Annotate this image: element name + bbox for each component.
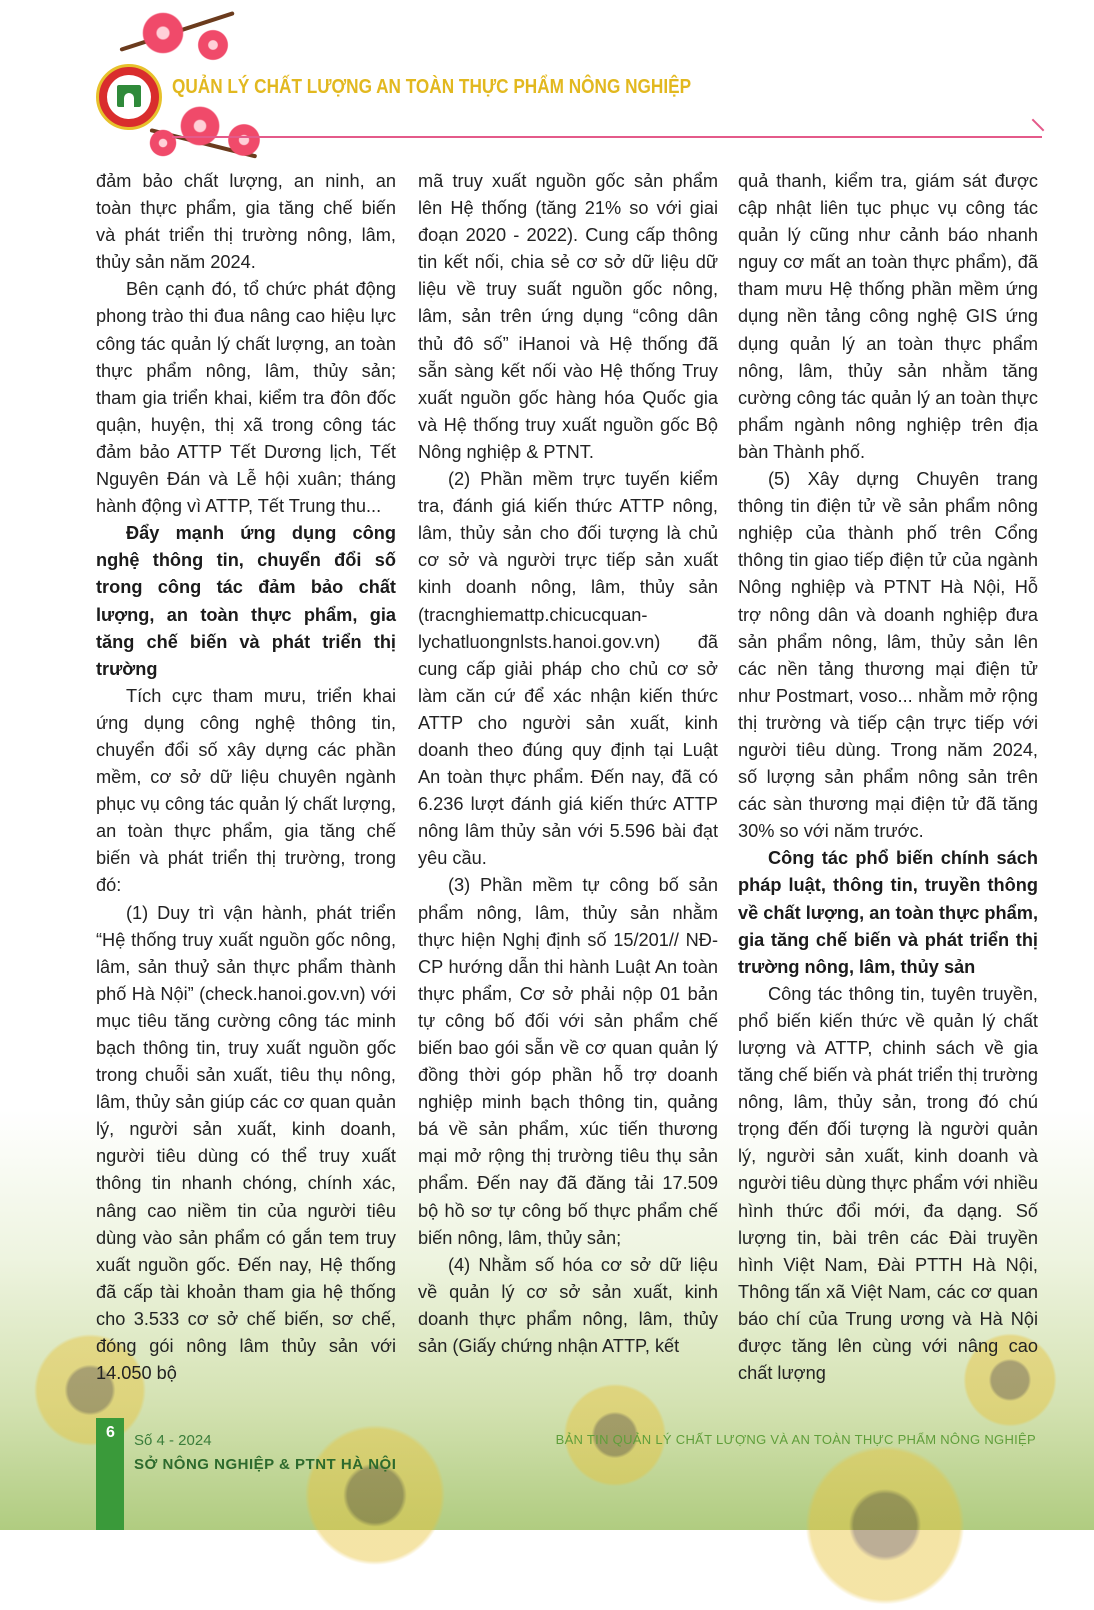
paragraph: mã truy xuất nguồn gốc sản phẩm lên Hệ thống (tăng 21% so với giai đoạn 2020 - 2022). Cung cấp thông tin kết nối, chia sẻ cơ sở dữ liệu dữ liệu về truy suất nguồn gốc nông, lâm, sản trên ứng dụng “công dân thủ đô số” iHanoi và Hệ thống đã sẵn sàng kết nối vào Hệ thống Truy xuất nguồn gốc hàng hóa Quốc gia và Hệ thống truy xuất nguồn gốc Bộ Nông nghiệp & PTNT. xyxy=(418,171,718,462)
page-header xyxy=(0,0,1094,160)
peach-blossom-icon xyxy=(148,128,178,158)
section-heading: Đẩy mạnh ứng dụng công nghệ thông tin, chuyển đổi số trong công tác đảm bảo chất lượng, an toàn thực phẩm, gia tăng chế biến và phát triển thị trường xyxy=(96,523,396,679)
header-divider-tick xyxy=(1032,119,1045,132)
department-name: SỞ NÔNG NGHIỆP & PTNT HÀ NỘI xyxy=(134,1456,397,1473)
bulletin-name: BẢN TIN QUẢN LÝ CHẤT LƯỢNG VÀ AN TOÀN THỰC PHẨM NÔNG NGHIỆP xyxy=(555,1432,1036,1447)
peach-blossom-icon xyxy=(196,28,230,62)
article-column-3 xyxy=(738,168,1038,1387)
paragraph: (1) Duy trì vận hành, phát triển “Hệ thống truy xuất nguồn gốc nông, lâm, sản thuỷ sản thực phẩm thành phố Hà Nội” (check.hanoi.gov.vn) với mục tiêu tăng cường công tác minh bạch thông tin, truy xuất nguồn gốc trong chuỗi sản xuất, tiêu thụ nông, lâm, thủy sản giúp các cơ quan quản lý, người sản xuất, kinh doanh, người tiêu dùng có thể truy xuất thông tin nhanh chóng, chính xác, nâng cao niềm tin của người tiêu dùng vào sản phẩm có gắn tem truy xuất nguồn gốc. Đến nay, Hệ thống đã cấp tài khoản tham gia hệ thống cho 3.533 cơ sở chế biến, sơ chế, đóng gói nông lâm thủy sản với 14.050 bộ xyxy=(96,902,396,1384)
paragraph: quả thanh, kiểm tra, giám sát được cập nhật liên tục phục vụ công tác quản lý cũng như cảnh báo nhanh nguy cơ mất an toàn thực phẩm), đã tham mưu Hệ thống phần mềm ứng dụng nền tảng công nghệ GIS ứng dụng quản lý an toàn thực phẩm nông, lâm, thủy sản nhằm tăng cường công tác quản lý an toàn thực phẩm ngành nông nghiệp trên địa bàn Thành phố. xyxy=(738,171,1038,462)
paragraph: (5) Xây dựng Chuyên trang thông tin điện tử về sản phẩm nông nghiệp của thành phố trên Cổng thông tin giao tiếp điện tử của ngành Nông nghiệp và PTNT Hà Nội, Hỗ trợ nông dân và doanh nghiệp đưa sản phẩm nông, lâm, thủy sản lên các nền tảng thương mại điện tử như Postmart, voso... nhằm mở rộng thị trường và tiếp cận trực tiếp với người tiêu dùng. Trong năm 2024, số lượng sản phẩm nông sản trên các sàn thương mại điện tử đã tăng 30% so với năm trước. xyxy=(738,469,1038,842)
header-divider xyxy=(172,136,1042,138)
paragraph: Công tác thông tin, tuyên truyền, phổ biến kiến thức về quản lý chất lượng và ATTP, chinh sách về gia tăng chế biến và phát triển thị trường nông, lâm, thủy sản, trong đó chú trọng đến đối tượng là người quản lý, người sản xuất, kinh doanh và người tiêu dùng thực phẩm với nhiều hình thức đổi mới, đa dạng. Số lượng tin, bài trên các Đài truyền hình Việt Nam, Đài PTTH Hà Nội, Thông tấn xã Việt Nam, các cơ quan báo chí của Trung ương và Hà Nội được tăng lên cùng với nâng cao chất lượng xyxy=(738,983,1038,1384)
page-header-title: QUẢN LÝ CHẤT LƯỢNG AN TOÀN THỰC PHẨM NÔNG NGHIỆP xyxy=(172,76,692,98)
peach-blossom-icon xyxy=(226,122,262,158)
paragraph: Tích cực tham mưu, triển khai ứng dụng công nghệ thông tin, chuyển đổi số xây dựng các phần mềm, cơ sở dữ liệu chuyên ngành phục vụ công tác quản lý chất lượng, an toàn thực phẩm, gia tăng chế biến và phát triển thị trường, trong đó: xyxy=(96,685,396,896)
section-heading: Công tác phổ biến chính sách pháp luật, thông tin, truyền thông về chất lượng, an toàn thực phẩm, gia tăng chế biến và phát triển thị trường nông, lâm, thủy sản xyxy=(738,848,1038,977)
issue-number: Số 4 - 2024 xyxy=(134,1432,212,1449)
paragraph: đảm bảo chất lượng, an ninh, an toàn thực phẩm, gia tăng chế biến và phát triển thị trường nông, lâm, thủy sản năm 2024. xyxy=(96,171,396,273)
sunflower-decoration xyxy=(300,1420,450,1570)
peach-blossom-icon xyxy=(178,104,222,148)
page-number: 6 xyxy=(106,1424,115,1441)
paragraph: (4) Nhằm số hóa cơ sở dữ liệu về quản lý cơ sở sản xuất, kinh doanh thực phẩm nông, lâm, thủy sản (Giấy chứng nhận ATTP, kết xyxy=(418,1254,718,1357)
paragraph: Bên cạnh đó, tổ chức phát động phong trào thi đua nâng cao hiệu lực công tác quản lý chất lượng, an toàn thực phẩm nông, lâm, thủy sản; tham gia triển khai, kiểm tra đôn đốc quận, huyện, thị xã trong công tác đảm bảo ATTP Tết Dương lịch, Tết Nguyên Đán và Lễ hội xuân; tháng hành động vì ATTP, Tết Trung thu... xyxy=(96,279,396,517)
gate-icon xyxy=(117,85,141,107)
paragraph: (3) Phần mềm tự công bố sản phẩm nông, lâm, thủy sản nhằm thực hiện Nghị định số 15/201// NĐ-CP hướng dẫn thi hành Luật An toàn thực phẩm, Cơ sở phải nộp 01 bản tự công bố đối với sản phẩm chế biến bao gói sẵn về cơ quan quản lý đồng thời góp phần hỗ trợ doanh nghiệp minh bạch thông tin, quảng bá về sản phẩm, xúc tiến thương mại mở rộng thị trường tiêu thụ sản phẩm. Đến nay đã đăng tải 17.509 bộ hồ sơ tự công bố thực phẩm chế biến nông, lâm, thủy sản; xyxy=(418,875,718,1248)
paragraph: (2) Phần mềm trực tuyến kiểm tra, đánh giá kiến thức ATTP nông, lâm, thủy sản cho đối tượng là chủ cơ sở và người trực tiếp sản xuất kinh doanh nông, lâm, thủy sản (tracnghiemattp.chicucquan-lychatluongnlsts.hanoi.gov.vn) đã cung cấp giải pháp cho chủ cơ sở làm căn cứ để xác nhận kiến thức ATTP cho người sản xuất, kinh doanh theo đúng quy định tại Luật An toàn thực phẩm. Đến nay, đã có 6.236 lượt đánh giá kiến thức ATTP nông lâm thủy sản với 5.596 bài đạt yêu cầu. xyxy=(418,469,718,869)
hanoi-agriculture-logo-icon xyxy=(96,64,162,130)
article-column-2 xyxy=(418,168,718,1360)
peach-blossom-icon xyxy=(140,10,186,56)
sunflower-decoration xyxy=(800,1440,970,1610)
article-column-1 xyxy=(96,168,396,1387)
